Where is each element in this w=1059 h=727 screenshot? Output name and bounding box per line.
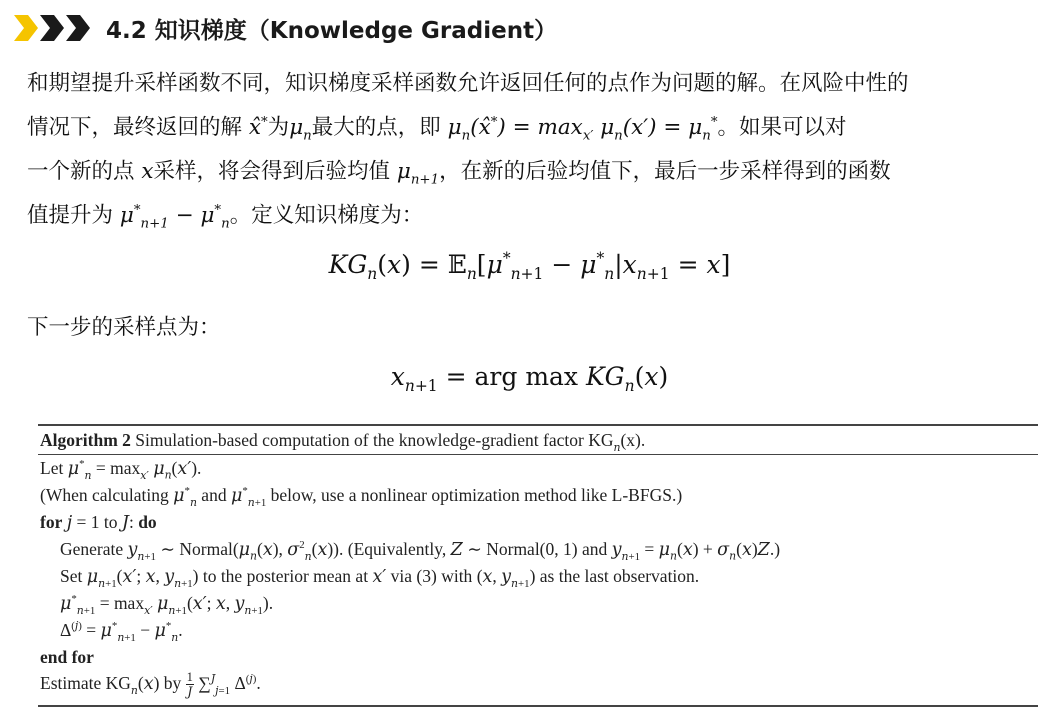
algorithm-box — [38, 424, 1038, 707]
chevron-arrows-icon — [14, 13, 94, 43]
algo-line-endfor: end for — [40, 647, 94, 667]
algo-line-when: (When calculating $\mu^*_n$ and $\mu^*_{n+1}$ below, use a nonlinear optimization method like L-BFGS.) — [40, 485, 683, 509]
algo-line-mustar: $\mu^*_{n+1} = \max_{x'} \mu_{n+1}(x'$; x, $y_{n+1}$). — [60, 593, 274, 617]
algo-line-generate: Generate $y_{n+1}$ ∼ $Normal(\mu_n(x)$, $\sigma^2_n(x)$). (Equivalently, Z ∼ Normal(0, 1) and $y_{n+1} = \mu_n(x) + \sigma_n(x)Z$.) — [60, 539, 781, 563]
algo-line-estimate: Estimate $KG_n(x)$ by $\frac{1}{J}$ ∑$^J_{j=1}$ $\Delta^{(j)}$. — [40, 670, 261, 700]
math-xstar: x̂* — [248, 114, 268, 140]
section-title: 4.2 知识梯度（Knowledge Gradient） — [106, 17, 558, 44]
next-sample-equation: $x_{n+1}$ = arg $\max KG_n(x)$ — [390, 362, 669, 395]
algo-line-let: Let $\mu^*_n = \max_{x'} \mu_n(x')$. — [40, 458, 202, 482]
math-max-def: $\mu_n(x̂^*) = \max_{x'} \mu_n(x') = \mu_n^*$ — [447, 114, 718, 144]
next-sample-label: 下一步的采样点为： — [27, 315, 221, 340]
algorithm-caption: Algorithm 2 Simulation-based computation of the knowledge-gradient factor $KG_n(x)$. — [38, 426, 1038, 455]
kg-definition-equation: $KG_n(x)$ = $𝔼_n[\mu^*_{n+1} - \mu^*_n|x_{n+1} = x]$ — [328, 249, 731, 283]
intro-paragraph: 和期望提升采样函数不同，知识梯度采样函数允许返回任何的点作为问题的解。在风险中性的 情况下，最终返回的解 x̂*为$\mu_n$最大的点，即 $\mu_n(x̂^*) = \max_{x'} \mu_n(x') = \mu_n^*$。如果可以对 一个新的点 x采样，将会得到后验均值 $\mu_{n+1}$，在新的后验均值下，最后一步采样得到的函数 值提升为 $\mu^*_{n+1} - \mu^*_n$。定义知识梯度为： — [27, 71, 909, 232]
algo-line-delta: $\Delta^{(j)} = \mu^*_{n+1} - \mu^*_n$. — [60, 619, 183, 644]
math-improvement: $\mu^*_{n+1} - \mu^*_n$ — [119, 202, 230, 232]
algo-line-for: for j = 1 to J: do — [40, 512, 157, 533]
section-heading — [14, 10, 557, 46]
algo-line-set: Set $\mu_{n+1}(x'$; x, $y_{n+1}$) to the posterior mean at x′ via (3) with (x, $y_{n+1}$) as the last observation. — [60, 566, 700, 590]
